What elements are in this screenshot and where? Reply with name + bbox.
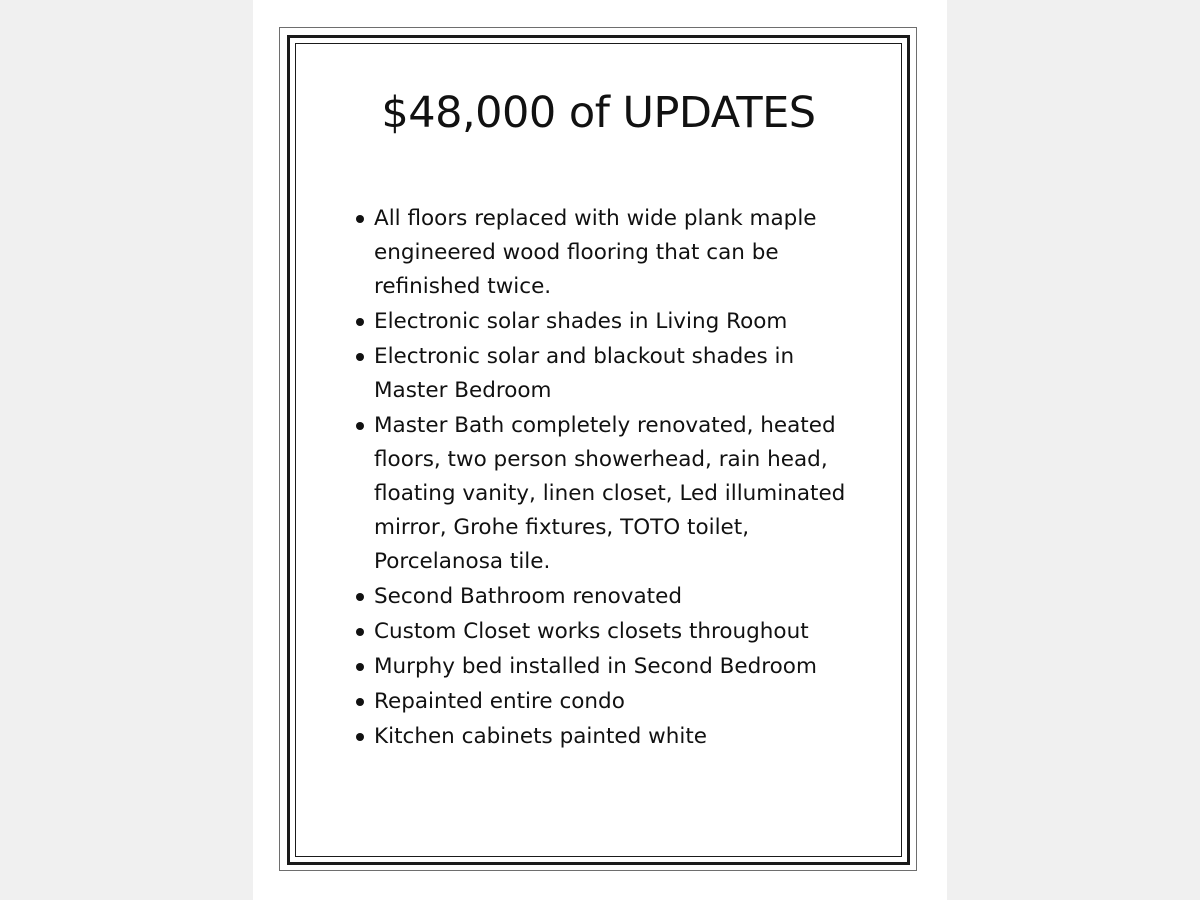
list-item: [354, 202, 874, 304]
list-item-text: Electronic solar shades in Living Room: [374, 309, 788, 334]
bullet-icon: [356, 353, 364, 361]
list-item-text: Second Bathroom renovated: [374, 584, 682, 609]
bullet-icon: [356, 733, 364, 741]
list-item: [354, 305, 874, 339]
list-item: [354, 409, 874, 579]
list-item: [354, 615, 874, 649]
list-item-text: Kitchen cabinets painted white: [374, 724, 707, 749]
bullet-icon: [356, 593, 364, 601]
bullet-icon: [356, 698, 364, 706]
flyer-title: $48,000 of UPDATES: [381, 88, 816, 138]
list-item-text: Electronic solar and blackout shades in Master Bedroom: [374, 344, 795, 403]
list-item-text: Custom Closet works closets throughout: [374, 619, 809, 644]
list-item-text: Master Bath completely renovated, heated floors, two person showerhead, rain head, floating vanity, linen closet, Led illuminated mirror, Grohe fixtures, TOTO toilet, Porcelanosa tile.: [374, 413, 846, 574]
bullet-icon: [356, 215, 364, 223]
list-item-text: Repainted entire condo: [374, 689, 625, 714]
list-item: [354, 650, 874, 684]
bullet-icon: [356, 422, 364, 430]
bullet-icon: [356, 628, 364, 636]
list-item: [354, 580, 874, 614]
bullet-icon: [356, 663, 364, 671]
list-item-text: All floors replaced with wide plank maple engineered wood flooring that can be refinished twice.: [374, 206, 817, 299]
list-item-text: Murphy bed installed in Second Bedroom: [374, 654, 817, 679]
list-item: [354, 685, 874, 719]
list-item: [354, 720, 874, 754]
updates-list: [354, 202, 874, 755]
bullet-icon: [356, 318, 364, 326]
list-item: [354, 340, 874, 408]
